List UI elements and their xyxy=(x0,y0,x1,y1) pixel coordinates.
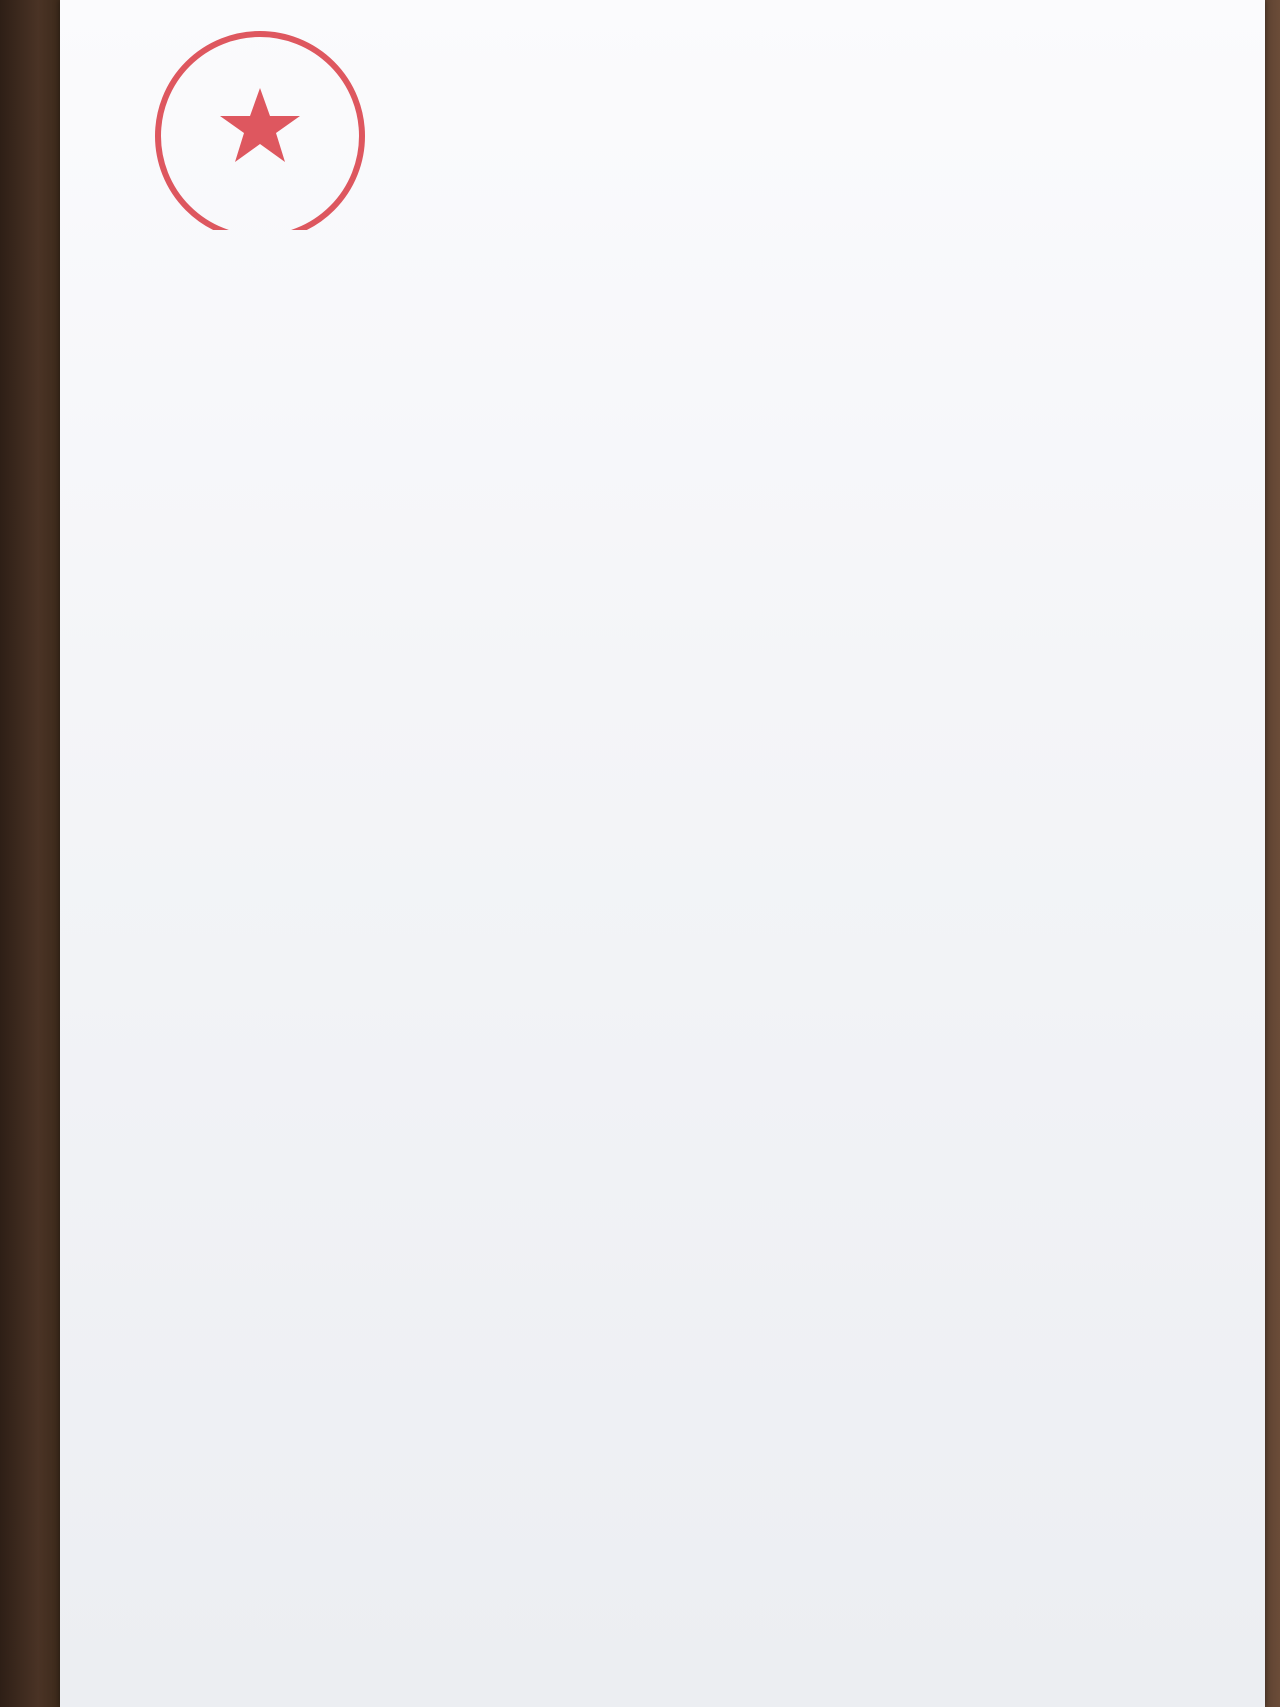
paper-sheet xyxy=(60,0,1265,1707)
